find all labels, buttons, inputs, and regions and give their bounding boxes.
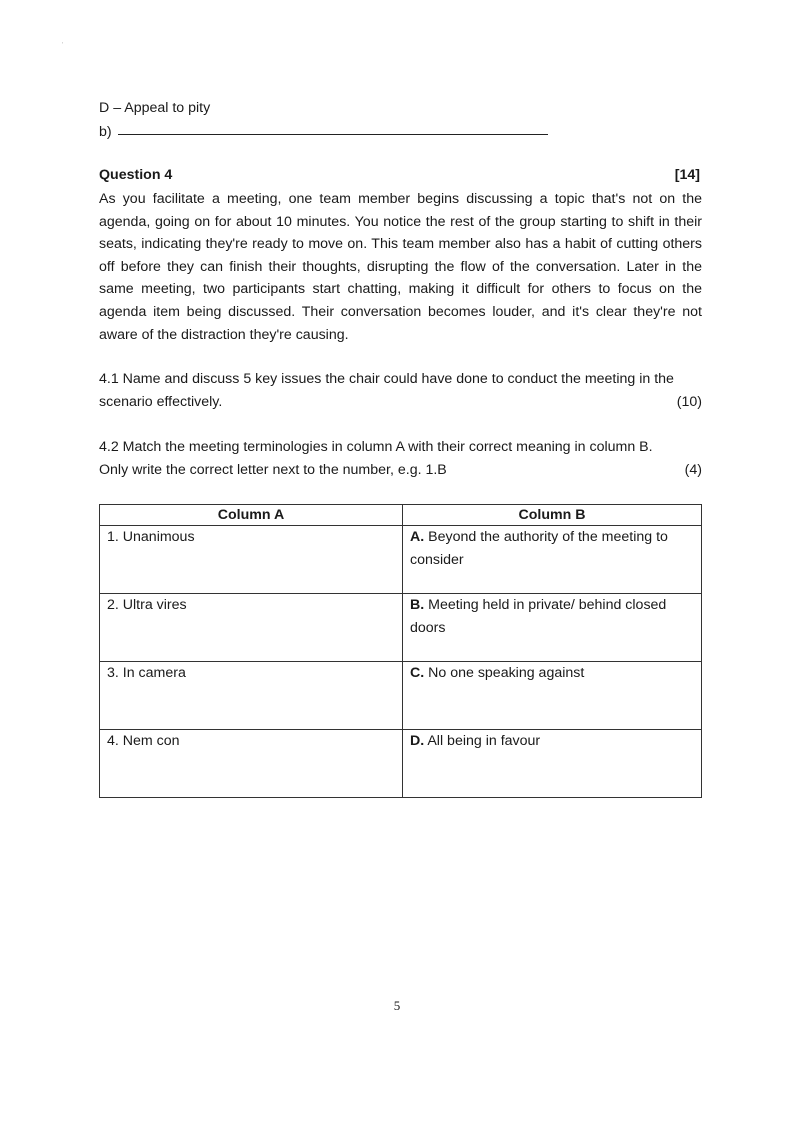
q4-2-line1: 4.2 Match the meeting terminologies in column A with their correct meaning in column B. [99,439,653,455]
meaning-text: Meeting held in private/ behind closed doors [410,597,667,636]
meaning-letter: B. [410,597,425,613]
meaning-letter: D. [410,733,425,749]
q4-2-line2: Only write the correct letter next to the number, e.g. 1.B [99,461,447,478]
meaning-cell [403,662,702,730]
term-cell: 4. Nem con [100,730,403,798]
table-row [100,662,702,730]
table-row [100,594,702,662]
q4-1-line2: scenario effectively. [99,393,223,410]
answer-b-label: b) [99,124,112,140]
question-header [99,167,700,183]
meaning-text: No one speaking against [424,665,585,681]
table-row [100,526,702,594]
q4-1-marks: (10) [676,393,702,410]
term-cell: 1. Unanimous [100,526,403,594]
answer-blank-line [118,134,548,135]
q4-1-line1: 4.1 Name and discuss 5 key issues the chair could have done to conduct the meeting in the [99,371,674,387]
meaning-letter: C. [410,665,425,681]
meaning-letter: A. [410,529,425,545]
meaning-cell [403,526,702,594]
column-a-header: Column A [100,505,403,526]
page-number: 5 [393,998,401,1013]
question-4-2 [99,436,702,481]
question-total-marks: [14] [674,167,700,183]
meaning-cell [403,594,702,662]
table-header-row [100,505,702,526]
scenario-text: As you facilitate a meeting, one team member begins discussing a topic that's not on the agenda, going on for about 10 minutes. You notice the rest of the group starting to shift in their seats, indicating they're ready to move on. This team member also has a habit of cutting others off before they can finish their thoughts, disrupting the flow of the conversation. Later in the same meeting, two participants start chatting, making it difficult for others to focus on the agenda item being discussed. Their conversation becomes louder, and it's clear they're not aware of the distraction they're causing. [99,191,702,343]
meaning-text: All being in favour [424,733,541,749]
matching-table [99,504,702,798]
option-d: D – Appeal to pity [99,100,211,116]
scenario-paragraph [99,188,702,346]
table-row [100,730,702,798]
q4-2-marks: (4) [684,461,702,478]
term-cell: 3. In camera [100,662,403,730]
question-title: Question 4 [99,167,173,183]
meaning-text: Beyond the authority of the meeting to consider [410,529,668,568]
question-4-1 [99,368,702,413]
meaning-cell [403,730,702,798]
column-b-header: Column B [403,505,702,526]
scan-mark: ' [62,42,64,49]
term-cell: 2. Ultra vires [100,594,403,662]
